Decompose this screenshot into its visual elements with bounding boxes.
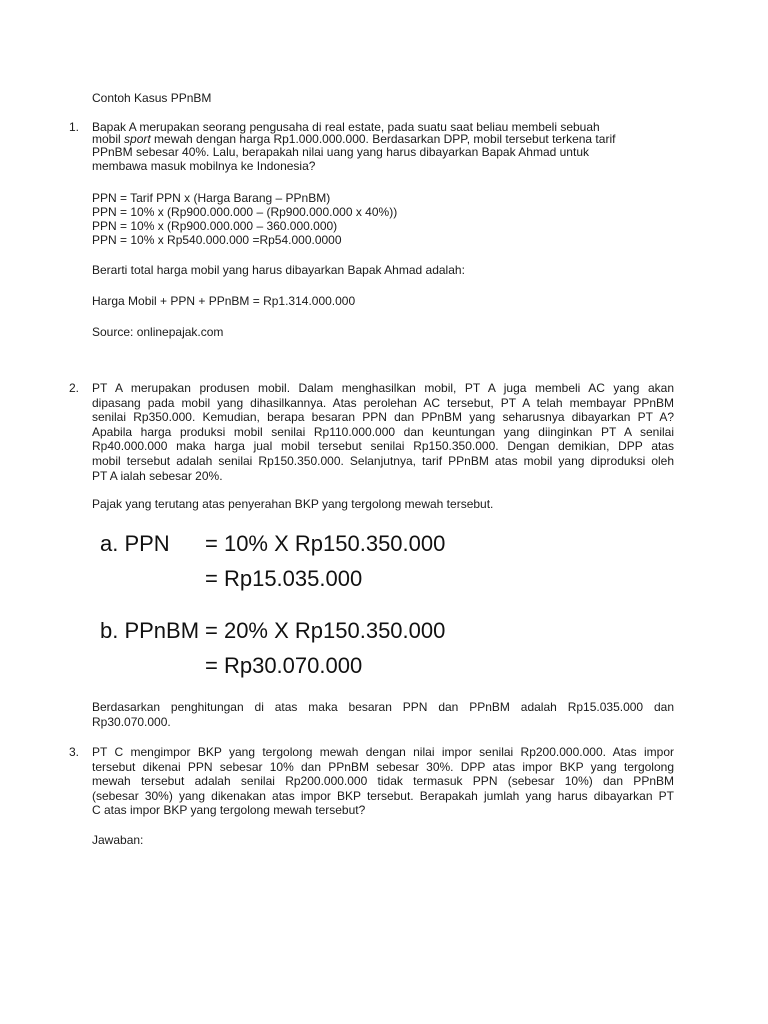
- formula-4: PPN = 10% x Rp540.000.000 =Rp54.000.0000: [92, 233, 342, 247]
- case-1-source: Source: onlinepajak.com: [92, 325, 224, 339]
- case-3-number: 3.: [69, 745, 80, 759]
- case-2-summary-line-2: Rp30.070.000.: [92, 714, 171, 729]
- case-2-line-3: senilai Rp350.000. Kemudian, berapa besaran PPN dan PPnBM yang seharusnya dibayarkan PT A?: [92, 410, 674, 425]
- case-2-tax-line: Pajak yang terutang atas penyerahan BKP yang tergolong mewah tersebut.: [92, 497, 494, 511]
- case-2-number: 2.: [69, 381, 80, 395]
- formula-1: PPN = Tarif PPN x (Harga Barang – PPnBM): [92, 191, 331, 205]
- case-2-line-4: Apabila harga produksi mobil senilai Rp110.000.000 dan keuntungan yang diinginkan PT A senilai: [92, 424, 674, 439]
- calc-a-result: = Rp15.035.000: [205, 566, 363, 591]
- case-2-line-1: PT A merupakan produsen mobil. Dalam menghasilkan mobil, PT A juga membeli AC yang akan: [92, 381, 674, 395]
- formula-3: PPN = 10% x (Rp900.000.000 – 360.000.000): [92, 219, 338, 233]
- case-1-conclusion: Berarti total harga mobil yang harus dibayarkan Bapak Ahmad adalah:: [92, 263, 465, 277]
- case-1-total: Harga Mobil + PPN + PPnBM = Rp1.314.000.000: [92, 294, 356, 308]
- case-2-summary-line-1: Berdasarkan penghitungan di atas maka besaran PPN dan PPnBM adalah Rp15.035.000 dan: [92, 700, 674, 714]
- case-2-line-5: Rp40.000.000 maka harga jual mobil tersebut senilai Rp150.350.000. Dengan demikian, DPP atas: [92, 439, 674, 454]
- case-2-line-6: mobil tersebut adalah senilai Rp150.350.000. Selanjutnya, tarif PPnBM atas mobil yang diproduksi oleh: [92, 453, 674, 468]
- document-title: Contoh Kasus PPnBM: [92, 91, 212, 105]
- case-1-line-1: Bapak A merupakan seorang pengusaha di real estate, pada suatu saat beliau membeli sebuah: [92, 120, 600, 134]
- calc-b-formula: = 20% X Rp150.350.000: [205, 618, 446, 643]
- case-3-line-5: C atas impor BKP yang tergolong mewah tersebut?: [92, 803, 366, 818]
- case-1-line-2-pre: mobil: [92, 132, 125, 146]
- case-2-line-2: dipasang pada mobil yang dihasilkannya. Atas perolehan AC tersebut, PT A telah membayar PPnBM: [92, 395, 674, 410]
- case-3-line-4: (sebesar 30%) yang dikenakan atas impor BKP tersebut. Berapakah jumlah yang harus dibayarkan PT: [92, 788, 674, 803]
- calc-a-label: a. PPN: [100, 531, 170, 556]
- case-1-line-2-post: mewah dengan harga Rp1.000.000.000. Berdasarkan DPP, mobil tersebut terkena tarif: [150, 132, 616, 146]
- case-3-line-2: tersebut dikenai PPN sebesar 10% dan PPnBM sebesar 30%. DPP atas impor BKP yang tergolong: [92, 759, 674, 774]
- case-1-line-4: membawa masuk mobilnya ke Indonesia?: [92, 159, 316, 173]
- case-3-line-1: PT C mengimpor BKP yang tergolong mewah dengan nilai impor senilai Rp200.000.000. Atas impor: [92, 745, 674, 759]
- case-2-line-7: PT A ialah sebesar 20%.: [92, 468, 223, 483]
- case-2-summary: [92, 700, 674, 729]
- case-2-paragraph: [92, 381, 674, 483]
- case-3-paragraph: [92, 745, 674, 818]
- case-3-answer-label: Jawaban:: [92, 833, 144, 847]
- formula-2: PPN = 10% x (Rp900.000.000 – (Rp900.000.000 x 40%)): [92, 205, 398, 219]
- case-3-line-3: mewah tersebut adalah senilai Rp200.000.000 tidak termasuk PPN (sebesar 10%) dan PPnBM: [92, 774, 674, 789]
- case-1-number: 1.: [69, 120, 80, 134]
- calc-b-result: = Rp30.070.000: [205, 653, 363, 678]
- case-1-italic-sport: sport: [124, 132, 151, 146]
- calc-b-label: b. PPnBM: [100, 618, 200, 643]
- calc-a-formula: = 10% X Rp150.350.000: [205, 531, 446, 556]
- case-1-line-3: PPnBM sebesar 40%. Lalu, berapakah nilai uang yang harus dibayarkan Bapak Ahmad untuk: [92, 145, 589, 159]
